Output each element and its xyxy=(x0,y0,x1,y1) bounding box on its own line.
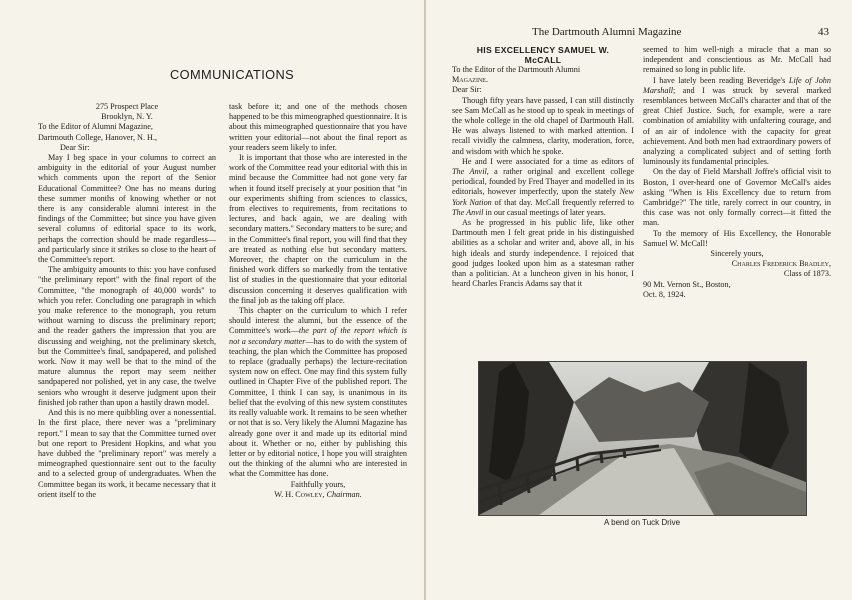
left-column-1 xyxy=(38,102,216,500)
left-page xyxy=(0,0,424,600)
photo-caption: A bend on Tuck Drive xyxy=(604,518,681,527)
text-run: He and I were associated for a time as editors of xyxy=(462,156,634,166)
signature-name: W. H. Cowley, xyxy=(274,489,325,499)
letter1-salutation: Dear Sir: xyxy=(60,142,90,152)
text-run: of that day. McCall frequently referred to xyxy=(491,197,634,207)
text-run: —has to do with the system of teaching, the plan which the Committee has proposed to replace (gradually perhaps) the lecture-recitation system now on effect. One may find this system fully outlined in Chapter Five of the published report. The Committee, I think I can say, is unanimous in its belief that the evolving of this new system constitutes its really valuable work. It remains to be seen whether or not that is so. Very likely the Alumni Magazine has already gone over it and made up its editorial mind about it. Whether or no, either by publishing this letter or by editorial notice, I hope you will straighten out the thinking of the alumni who are interested in what the Committee has done. xyxy=(229,336,407,479)
letter1-paragraph: The ambiguity amounts to this: you have confused "the preliminary report" with the final report of the Committee, "the monograph of 40,000 words" to which you refer. Concluding one paragraph in which you make reference to the monograph, you return without warning to discuss the preliminary report; and the reader gathers the impression that you are discussing and weighing, not the preliminary sketch, but the Committee's final, sandpapered, and polished work. Now it may well be that to the mind of the mature alumnus the report may seem neither sandpapered nor polished, yet in any case, the twelve seniors who wrought it deserve judgment upon their finished job rather than upon a hastily drawn model. xyxy=(38,265,216,407)
signature-title: Chairman. xyxy=(326,489,362,499)
letter1-paragraph: task before it; and one of the methods chosen happened to be this mimeographed questionnaire. It is about this mimeographed questionnaire that you have written your editorial—not about the final report as your readers seem likely to infer. xyxy=(229,102,407,152)
text-run-italic: New York Nation xyxy=(452,187,634,207)
text-run: , a rather original and excellent college periodical, founded by Fred Thayer and modelled in its editorials, however imperfectly, upon the stately xyxy=(452,167,634,197)
right-column-1 xyxy=(452,45,634,289)
letter2-to-line2: Magazine. xyxy=(452,75,488,85)
text-run-italic: The Anvil xyxy=(452,207,484,217)
text-run: I have lately been reading Beveridge's xyxy=(653,75,789,85)
letter1-to-line2: Dartmouth College, Hanover, N. H., xyxy=(38,132,158,142)
letter2-address-line2: Oct. 8, 1924. xyxy=(643,289,686,299)
text-run: ; and I was struck by several marked resemblances between McCall's character and that of the great Chief Justice. Such, for example, were a rare combination of amiability with unfaltering courage, and of an air of indolence with the capacity for great achievement. And both men had extraordinary powers of analyzing a complicated subject and of setting forth luminously its fundamental principles. xyxy=(643,85,831,167)
text-run-italic: the part of the report which is not a secondary matter xyxy=(229,326,407,346)
right-page xyxy=(426,0,852,600)
page-number: 43 xyxy=(818,26,829,38)
letter2-salutation: Dear Sir: xyxy=(452,85,482,95)
letter2-paragraph: Though fifty years have passed, I can still distinctly see Sam McCall as he stood up to speak in meetings of the whole college in the old chapel of Dartmouth Hall. He was always listened to with marked attention. I recall vividly the calmness, clarity, moderation, force, and wisdom with which he spoke. xyxy=(452,95,634,156)
letter1-paragraph: May I beg space in your columns to correct an ambiguity in the editorial of your August number which comments upon the report of the Senior Educational Committee? One has no means during these summer months of knowing whether or not there is any considerable alumni interest in the findings of the Committee; but since you have given several columns of editorial space to its work, perhaps the correction should be made regardless—and particularly since it strikes so close to the heart of the Committee's report. xyxy=(38,153,216,265)
letter2-signature-class: Class of 1873. xyxy=(783,269,831,279)
letter1-paragraph: It is important that those who are interested in the work of the Committee read your editorial with this in mind because the Committee had not gone very far when it found itself precisely at your position that "in our experiments shifting from sciences to classics, from electives to requirements, from recitations to lectures, and back again, we are dealing with secondary matters." Secondary matters to be sure; and in the Committee's final report, you will find that they are treated as nothing else but secondary matters. Moreover, the chapter on the curriculum in the finished work differs so markedly from the tentative list of studies in the questionnaire that your editorial discussion concerning it deserves qualification with the final job as the taking off place. xyxy=(229,153,407,305)
text-run-italic: Life of John Marshall xyxy=(643,75,831,95)
letter2-paragraph: On the day of Field Marshall Joffre's official visit to Boston, I over-heard one of Governor McCall's aides asking "When is His Excellency due to return from Cambridge?" The title, rarely correct in our country, in this case was not only formally correct—it fitted the man. xyxy=(643,167,831,228)
text-run: This chapter on the curriculum to which I refer should interest the alumni, but the essence of the Committee's work— xyxy=(229,306,407,336)
article-headline-line1: HIS EXCELLENCY SAMUEL W. xyxy=(476,45,610,55)
article-headline-line2: McCALL xyxy=(524,55,562,65)
letter1-closing: Faithfully yours, xyxy=(290,479,346,489)
letter2-signature-name: Charles Frederick Bradley, xyxy=(731,259,831,269)
right-column-2 xyxy=(643,45,831,300)
letter2-to-line1: To the Editor of the Dartmouth Alumni xyxy=(452,65,581,74)
photo-illustration xyxy=(479,362,806,515)
letter2-paragraph xyxy=(643,76,831,168)
section-title: COMMUNICATIONS xyxy=(170,67,295,82)
letter2-address-line1: 90 Mt. Vernon St., Boston, xyxy=(643,279,731,289)
text-run: in our casual meetings of later years. xyxy=(483,207,606,217)
letter1-paragraph: And this is no mere quibbling over a nonessential. In the first place, there never was a "preliminary report." I mean to say that the Committee turned over but one report to President Hopkins, and what you have dubbed the "preliminary report" was merely a mimeographed questionnaire sent out to the faculty and to a selected group of undergraduates. When the Committee began its work, it became necessary that it orient itself to the xyxy=(38,408,216,499)
letter2-paragraph: seemed to him well-nigh a miracle that a man so independent and conscientious as Mr. McCall had remained so long in public life. xyxy=(643,45,831,75)
left-column-2 xyxy=(229,102,407,500)
letter1-address-line2: Brooklyn, N. Y. xyxy=(101,112,153,122)
photo-tuck-drive xyxy=(478,361,807,516)
letter2-paragraph: To the memory of His Excellency, the Honorable Samuel W. McCall! xyxy=(643,228,831,248)
letter2-paragraph: As he progressed in his public life, like other Dartmouth men I felt great pride in his distinguished abilities as a scholar and writer and, above all, in his high ideals and sturdy independence. I rejoiced that good judges looked upon him as a statesman rather than a politician. At a luncheon given in his honor, I heard Charles Francis Adams say that it xyxy=(452,218,634,289)
magazine-title: The Dartmouth Alumni Magazine xyxy=(532,26,682,38)
letter1-paragraph xyxy=(229,306,407,479)
letter2-paragraph xyxy=(452,157,634,218)
letter1-address-line1: 275 Prospect Place xyxy=(95,102,159,111)
text-run-italic: The Anvil xyxy=(452,167,487,177)
letter1-to-line1: To the Editor of Alumni Magazine, xyxy=(38,122,153,132)
letter2-closing: Sincerely yours, xyxy=(710,249,764,259)
letter1-signature xyxy=(229,490,407,500)
